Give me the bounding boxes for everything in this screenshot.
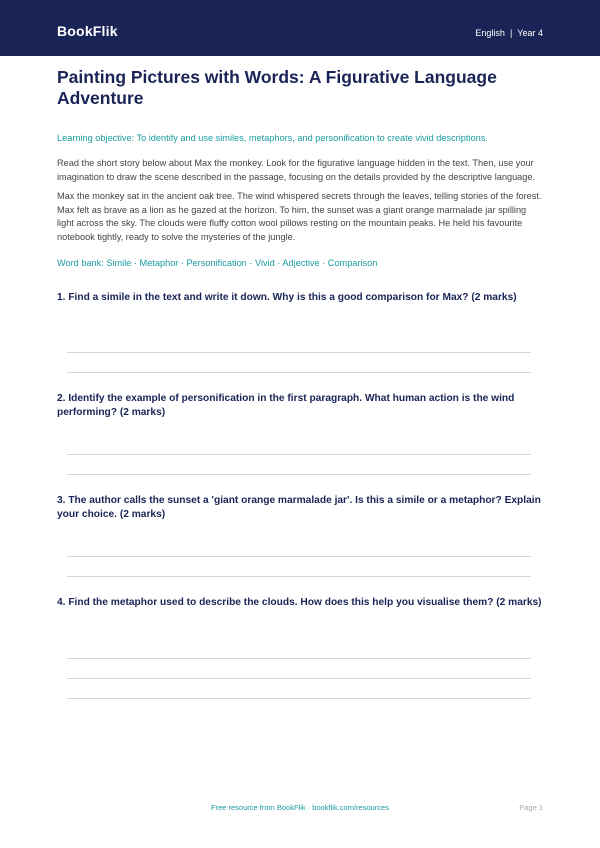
answer-line[interactable] [67, 556, 531, 557]
answer-line[interactable] [67, 678, 531, 679]
header-meta [475, 28, 543, 38]
answer-line[interactable] [67, 698, 531, 699]
word-bank: Word bank: Simile · Metaphor · Personification · Vivid · Adjective · Comparison [57, 258, 378, 268]
page-number: Page 1 [519, 803, 543, 812]
question-3: 3. The author calls the sunset a 'giant orange marmalade jar'. Is this a simile or a metaphor? Explain your choice. (2 marks) [57, 495, 541, 520]
answer-line[interactable] [67, 372, 531, 373]
header-bar [0, 0, 600, 56]
subject-label: English [475, 28, 505, 38]
intro-section [57, 67, 543, 269]
question-4: 4. Find the metaphor used to describe the clouds. How does this help you visualise them? (2 marks) [57, 597, 542, 608]
answer-line[interactable] [67, 474, 531, 475]
instructions-text: Read the short story below about Max the monkey. Look for the figurative language hidden in the text. Then, use your imagination to draw the scene described in the passage, focusing on the details provided by the descriptive language. [57, 158, 536, 182]
answer-line[interactable] [67, 576, 531, 577]
question-1: 1. Find a simile in the text and write it down. Why is this a good comparison for Max? (2 marks) [57, 292, 517, 303]
meta-separator: | [509, 28, 513, 38]
level-label: Year 4 [517, 28, 543, 38]
footer-credit[interactable]: Free resource from BookFlik · bookflik.com/resources [211, 803, 389, 812]
learning-objective: Learning objective: To identify and use similes, metaphors, and personification to create vivid descriptions. [57, 133, 488, 143]
page-title: Painting Pictures with Words: A Figurative Language Adventure [57, 67, 497, 108]
answer-line[interactable] [67, 352, 531, 353]
answer-line[interactable] [67, 658, 531, 659]
question-2: 2. Identify the example of personification in the first paragraph. What human action is the wind performing? (2 marks) [57, 393, 515, 418]
answer-line[interactable] [67, 454, 531, 455]
brand-logo[interactable]: BookFlik [57, 23, 118, 39]
story-passage: Max the monkey sat in the ancient oak tree. The wind whispered secrets through the leaves, telling stories of the forest. Max felt as brave as a lion as he gazed at the horizon. To him, the sunset was a giant orange marmalade jar spilling light across the sky. The clouds were fluffy cotton wool pillows resting on the mountain peaks. He held his favourite notebook tightly, ready to solve the mysteries of the jungle. [57, 191, 542, 242]
